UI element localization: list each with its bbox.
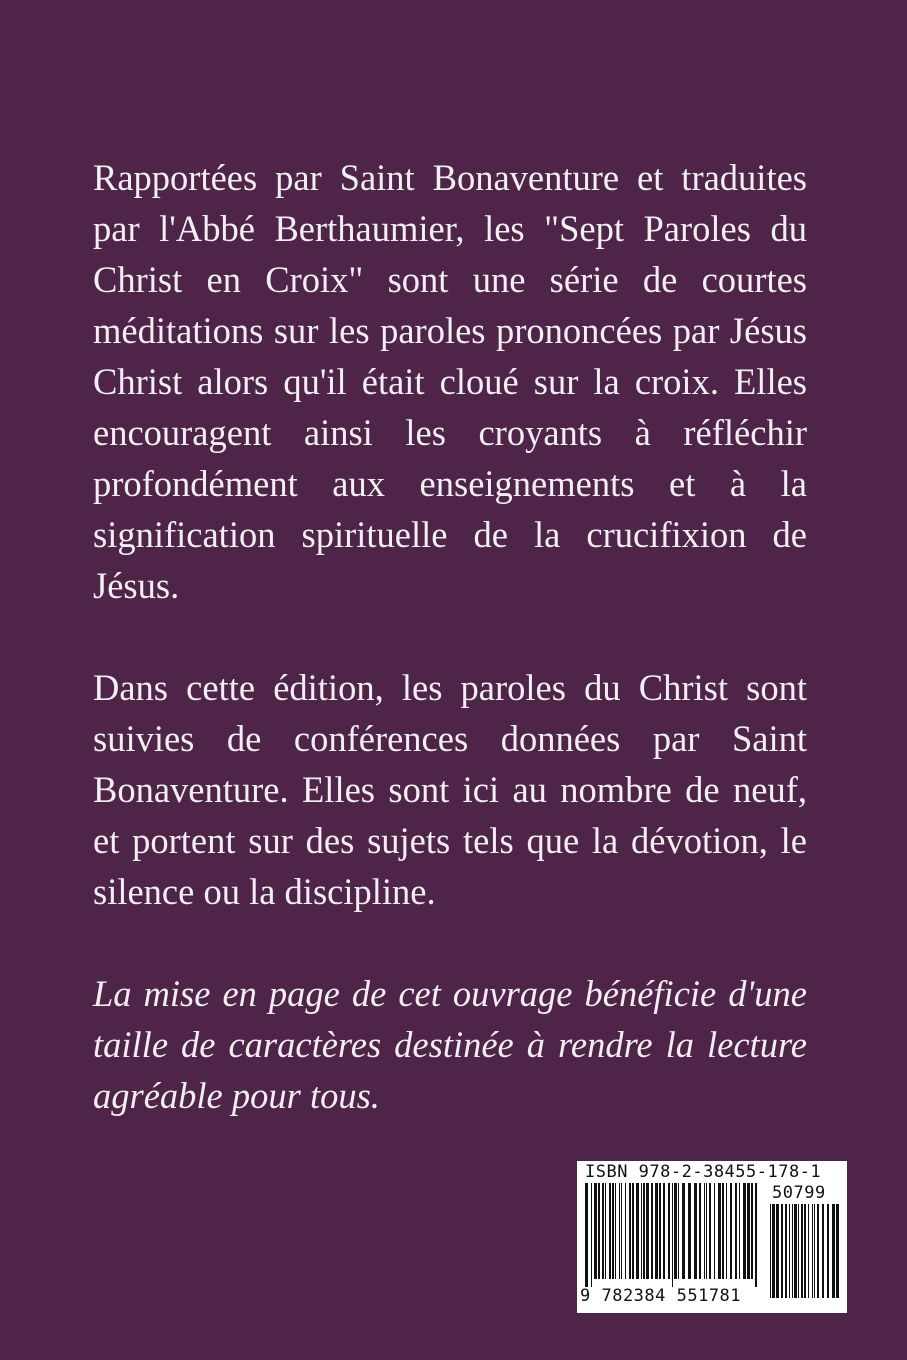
barcode-bar (668, 1183, 670, 1279)
barcode-bar (770, 1204, 771, 1298)
barcode-bar (726, 1183, 727, 1279)
blurb-text (93, 152, 807, 1121)
blurb-paragraph-3: La mise en page de cet ouvrage bénéficie d'une taille de caractères destinée à rendre la lecture agréable pour tous. (93, 973, 807, 1116)
barcode-bar (798, 1204, 799, 1298)
barcode-bar (836, 1204, 839, 1298)
barcode-bar (747, 1183, 750, 1279)
barcode-bar (751, 1183, 753, 1279)
barcode-bar (655, 1183, 658, 1279)
barcode-bar (822, 1204, 824, 1298)
barcode-bar (832, 1204, 835, 1298)
barcode-bar (585, 1183, 588, 1287)
barcode-bar (688, 1183, 691, 1279)
barcode-bar (706, 1183, 707, 1279)
barcode-bar (794, 1204, 797, 1298)
barcode-bar (594, 1183, 597, 1279)
barcode-bar (718, 1183, 721, 1279)
isbn-number: ISBN 978-2-38455-178-1 (585, 1162, 822, 1182)
barcode-bar (602, 1183, 604, 1279)
barcode-bar (598, 1183, 600, 1279)
barcode-bar (651, 1183, 653, 1279)
barcode-bar (612, 1183, 614, 1279)
barcode-bar (646, 1183, 649, 1279)
barcode-bar (812, 1204, 813, 1298)
barcode-bar (636, 1183, 639, 1279)
barcode-bar (792, 1204, 793, 1298)
barcode-bar (804, 1204, 806, 1298)
barcode-bar (682, 1183, 685, 1279)
barcode-bar (801, 1204, 803, 1298)
barcode-bar (814, 1204, 815, 1298)
barcode-bar (739, 1183, 740, 1279)
barcode-bar (776, 1204, 779, 1298)
barcode-bar (735, 1183, 737, 1279)
barcode-bar (591, 1183, 592, 1287)
barcode-bar (722, 1183, 724, 1279)
blurb-paragraph-2: Dans cette édition, les paroles du Christ sont suivies de conférences données par Saint Bonaventure. Elles sont ici au nombre de neuf, et portent sur des sujets tels que la dévotion, le silence ou la discipline. (93, 667, 807, 912)
barcode-bar (704, 1183, 705, 1279)
barcode-bar (621, 1183, 622, 1279)
barcode-bar (781, 1204, 783, 1298)
addon-barcode-bars (770, 1204, 840, 1306)
barcode-bar (674, 1183, 677, 1279)
barcode-bar (672, 1183, 673, 1287)
barcode-bar (659, 1183, 661, 1279)
barcode-bar (743, 1183, 746, 1279)
barcode-bar (609, 1183, 611, 1279)
barcode-bar (615, 1183, 616, 1279)
barcode-bar (632, 1183, 634, 1279)
barcode-bar (709, 1183, 711, 1279)
barcode-bar (694, 1183, 697, 1279)
blurb-paragraph-1: Rapportées par Saint Bonaventure et traduites par l'Abbé Berthaumier, les "Sept Paroles du Christ en Croix" sont une série de courtes méditations sur les paroles prononcées par Jésus Christ alors qu'il était cloué sur la croix. Elles encouragent ainsi les croyants à réfléchir profondément aux enseignements et à la signification spirituelle de la crucifixion de Jésus. (93, 157, 807, 606)
barcode-bar (785, 1204, 787, 1298)
barcode-bar (714, 1183, 715, 1279)
barcode-bar (663, 1183, 665, 1279)
barcode-bar (641, 1183, 642, 1279)
isbn-barcode (577, 1161, 847, 1313)
ean-digits: 9 782384 551781 (580, 1286, 742, 1306)
barcode-bar (605, 1183, 606, 1279)
barcode-bar (699, 1183, 701, 1279)
barcode-bar (678, 1183, 679, 1279)
barcode-bar (730, 1183, 732, 1279)
barcode-bar (619, 1183, 620, 1279)
barcode-bar (827, 1204, 829, 1298)
barcode-bar (817, 1204, 819, 1298)
barcode-bar (625, 1183, 626, 1279)
barcode-bar (772, 1204, 775, 1298)
price-addon-code: 50799 (772, 1183, 826, 1203)
ean-barcode-bars (585, 1183, 757, 1287)
barcode-bar (755, 1183, 757, 1287)
barcode-bar (808, 1204, 809, 1298)
barcode-bar (789, 1204, 790, 1298)
barcode-bar (643, 1183, 645, 1279)
barcode-bar (629, 1183, 631, 1279)
